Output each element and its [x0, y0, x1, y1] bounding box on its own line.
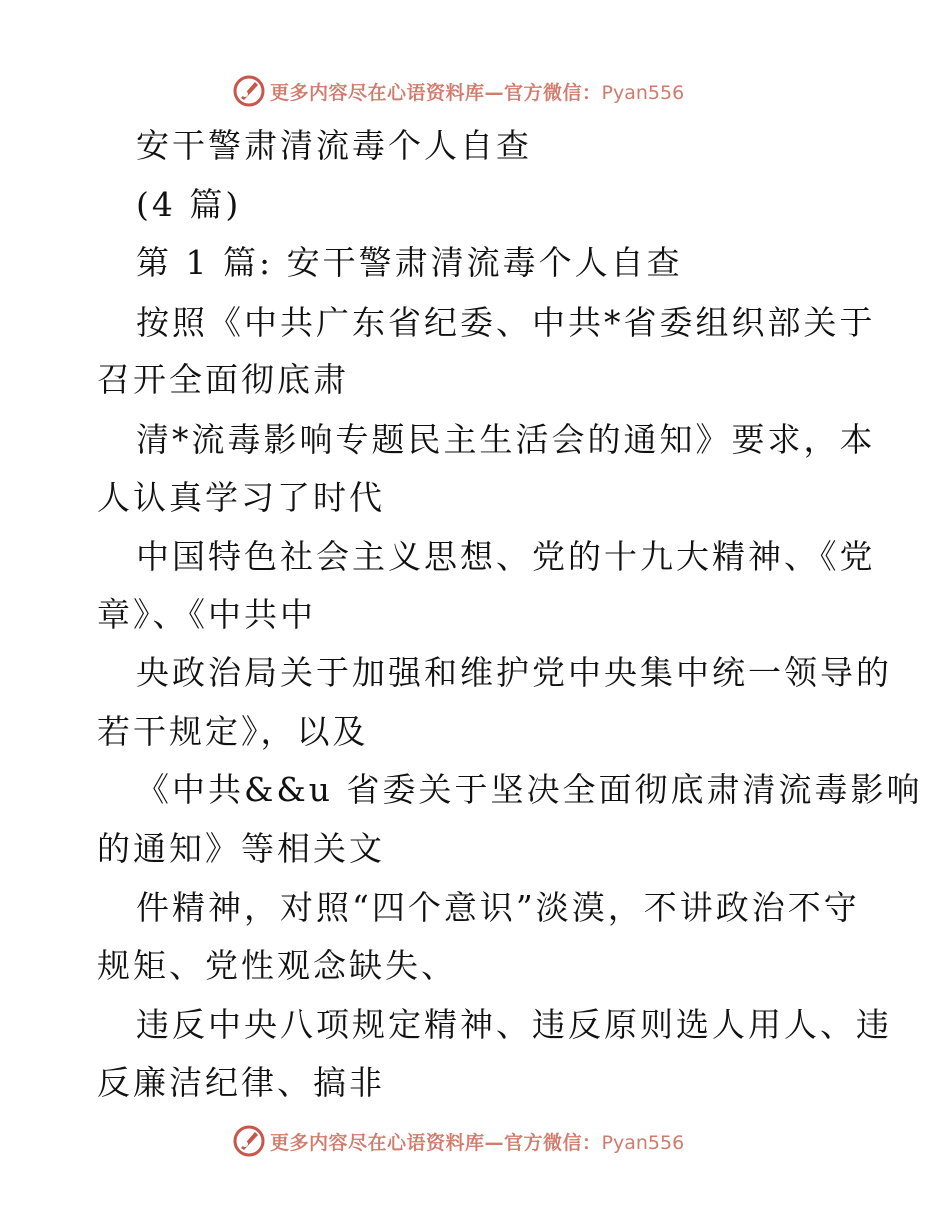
- header-watermark: [232, 73, 684, 109]
- body-line: 的通知》等相关文: [97, 829, 385, 868]
- body-line: 央政治局关于加强和维护党中央集中统一领导的: [136, 653, 892, 692]
- quill-seal-icon: [232, 1124, 266, 1158]
- body-line: 违反中央八项规定精神、违反原则选人用人、违: [136, 1005, 892, 1044]
- watermark-text: 更多内容尽在心语资料库—官方微信：Pyan556: [270, 1131, 685, 1154]
- article-count: (4 篇): [136, 185, 242, 224]
- watermark-text: 更多内容尽在心语资料库—官方微信：Pyan556: [270, 81, 685, 104]
- body-line: 件精神，对照“四个意识”淡漠，不讲政治不守: [136, 888, 860, 927]
- body-line: 召开全面彻底肃: [97, 360, 349, 399]
- body-line: 人认真学习了时代: [97, 478, 385, 517]
- body-line: 规矩、党性观念缺失、: [97, 946, 457, 985]
- body-line: 按照《中共广东省纪委、中共*省委组织部关于: [136, 303, 876, 342]
- quill-seal-icon: [232, 74, 266, 108]
- body-line: 《中共&&u 省委关于坚决全面彻底肃清流毒影响: [136, 770, 923, 809]
- document-title: 安干警肃清流毒个人自查: [136, 126, 532, 165]
- body-line: 中国特色社会主义思想、党的十九大精神、《党: [136, 537, 876, 576]
- body-line: 清*流毒影响专题民主生活会的通知》要求，本: [136, 420, 876, 459]
- section-heading: 第 1 篇: 安干警肃清流毒个人自查: [136, 243, 683, 282]
- body-line: 反廉洁纪律、搞非: [97, 1063, 385, 1102]
- footer-watermark: [232, 1123, 684, 1159]
- body-line: 若干规定》，以及: [97, 712, 369, 751]
- body-line: 章》、《中共中: [97, 595, 316, 634]
